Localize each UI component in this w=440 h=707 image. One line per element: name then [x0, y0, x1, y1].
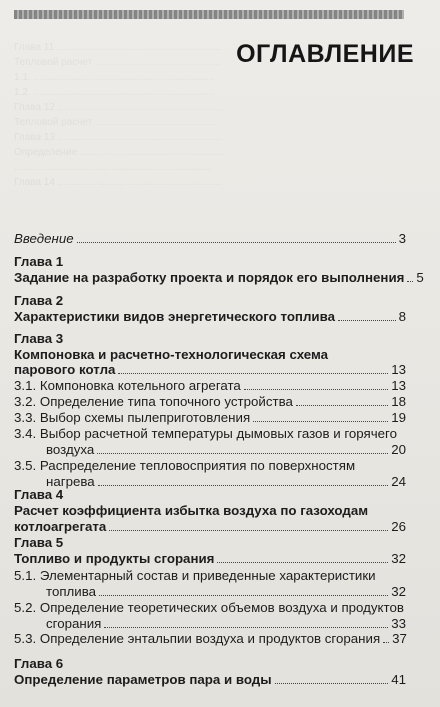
page-number: 20 — [391, 442, 406, 457]
leader-dots — [407, 281, 413, 282]
chapter-label: Глава 6 — [14, 656, 64, 671]
leader-dots — [217, 562, 388, 563]
toc-entry-section-5-1[interactable] — [14, 584, 406, 599]
page-number: 41 — [391, 672, 406, 687]
intro-label: Введение — [14, 231, 74, 246]
page-number: 5 — [416, 270, 424, 285]
page-number: 3 — [398, 231, 406, 246]
section-title-line: 3.5. Распределение тепловосприятия по поверхностям — [14, 458, 356, 473]
chapter-title: Топливо и продукты сгорания — [14, 551, 215, 566]
toc-entry-chapter-2[interactable] — [14, 309, 406, 324]
chapter-title: Определение параметров пара и воды — [14, 672, 272, 687]
leader-dots — [383, 642, 389, 643]
toc-entry-section-5-3[interactable] — [14, 631, 406, 646]
section-title: воздуха — [46, 442, 95, 457]
toc-entry-chapter-5[interactable] — [14, 551, 406, 566]
chapter-title: Задание на разработку проекта и порядок его выполнения — [14, 270, 405, 285]
page-number: 13 — [391, 362, 406, 377]
page-number: 33 — [391, 616, 406, 631]
section-title: топлива — [46, 584, 97, 599]
leader-dots — [275, 683, 389, 684]
page-number: 19 — [391, 410, 406, 425]
section-title-line: 5.1. Элементарный состав и приведенные характеристики — [14, 568, 376, 583]
toc-entry-section-3-4[interactable] — [14, 442, 406, 457]
leader-dots — [77, 242, 396, 243]
toc-entry-chapter-3[interactable] — [14, 362, 406, 377]
chapter-label: Глава 3 — [14, 331, 64, 346]
chapter-label: Глава 1 — [14, 254, 64, 269]
section-title: 3.2. Определение типа топочного устройства — [14, 394, 293, 409]
page-title: ОГЛАВЛЕНИЕ — [236, 40, 414, 68]
section-title: нагрева — [46, 474, 95, 489]
page-number: 26 — [391, 519, 406, 534]
section-title-line: 5.2. Определение теоретических объемов воздуха и продуктов — [14, 600, 404, 615]
toc-entry-chapter-1[interactable] — [14, 270, 424, 285]
toc-entry-section-3-3[interactable] — [14, 410, 406, 425]
toc-entry-chapter-4[interactable] — [14, 519, 406, 534]
leader-dots — [97, 453, 388, 454]
toc-entry-chapter-6[interactable] — [14, 672, 406, 687]
leader-dots — [118, 373, 388, 374]
page-number: 32 — [391, 584, 406, 599]
toc-entry-intro[interactable] — [14, 231, 406, 246]
leader-dots — [98, 485, 389, 486]
chapter-title: парового котла — [14, 362, 116, 377]
chapter-label: Глава 2 — [14, 293, 64, 308]
leader-dots — [109, 530, 388, 531]
page-number: 32 — [391, 551, 406, 566]
leader-dots — [253, 421, 388, 422]
table-of-contents — [14, 0, 424, 707]
chapter-title: Характеристики видов энергетического топлива — [14, 309, 335, 324]
chapter-label: Глава 5 — [14, 535, 64, 550]
toc-entry-section-3-5[interactable] — [14, 474, 406, 489]
section-title: сгорания — [46, 616, 102, 631]
toc-entry-section-5-2[interactable] — [14, 616, 406, 631]
leader-dots — [244, 389, 388, 390]
page-number: 24 — [391, 474, 406, 489]
bleed-through-text: Глава 11 ........................................................... Тепловой расчет ............................................. 1.1. ................................................................. 1.2. ................................................................. Глава 12 ........................................................... Тепловой расчет ............................................ Глава 13 ........................................................... Определение .................................................... ....................................................................... Глава 14 ........................................................... — [14, 42, 225, 188]
page-number: 8 — [398, 309, 406, 324]
leader-dots — [296, 405, 388, 406]
chapter-title: котлоагрегата — [14, 519, 107, 534]
section-title: 3.1. Компоновка котельного агрегата — [14, 378, 241, 393]
page-number: 18 — [391, 394, 406, 409]
section-title-line: 3.4. Выбор расчетной температуры дымовых газов и горячего — [14, 426, 397, 441]
toc-entry-section-3-2[interactable] — [14, 394, 406, 409]
chapter-label: Глава 4 — [14, 487, 64, 502]
leader-dots — [99, 595, 388, 596]
section-title: 3.3. Выбор схемы пылеприготовления — [14, 410, 251, 425]
leader-dots — [338, 320, 396, 321]
chapter-title-line: Расчет коэффициента избытка воздуха по газоходам — [14, 503, 369, 518]
section-title: 5.3. Определение энтальпии воздуха и продуктов сгорания — [14, 631, 381, 646]
page-number: 37 — [392, 631, 407, 646]
leader-dots — [104, 627, 388, 628]
toc-entry-section-3-1[interactable] — [14, 378, 406, 393]
chapter-title-line: Компоновка и расчетно-технологическая схема — [14, 347, 329, 362]
page-number: 13 — [391, 378, 406, 393]
